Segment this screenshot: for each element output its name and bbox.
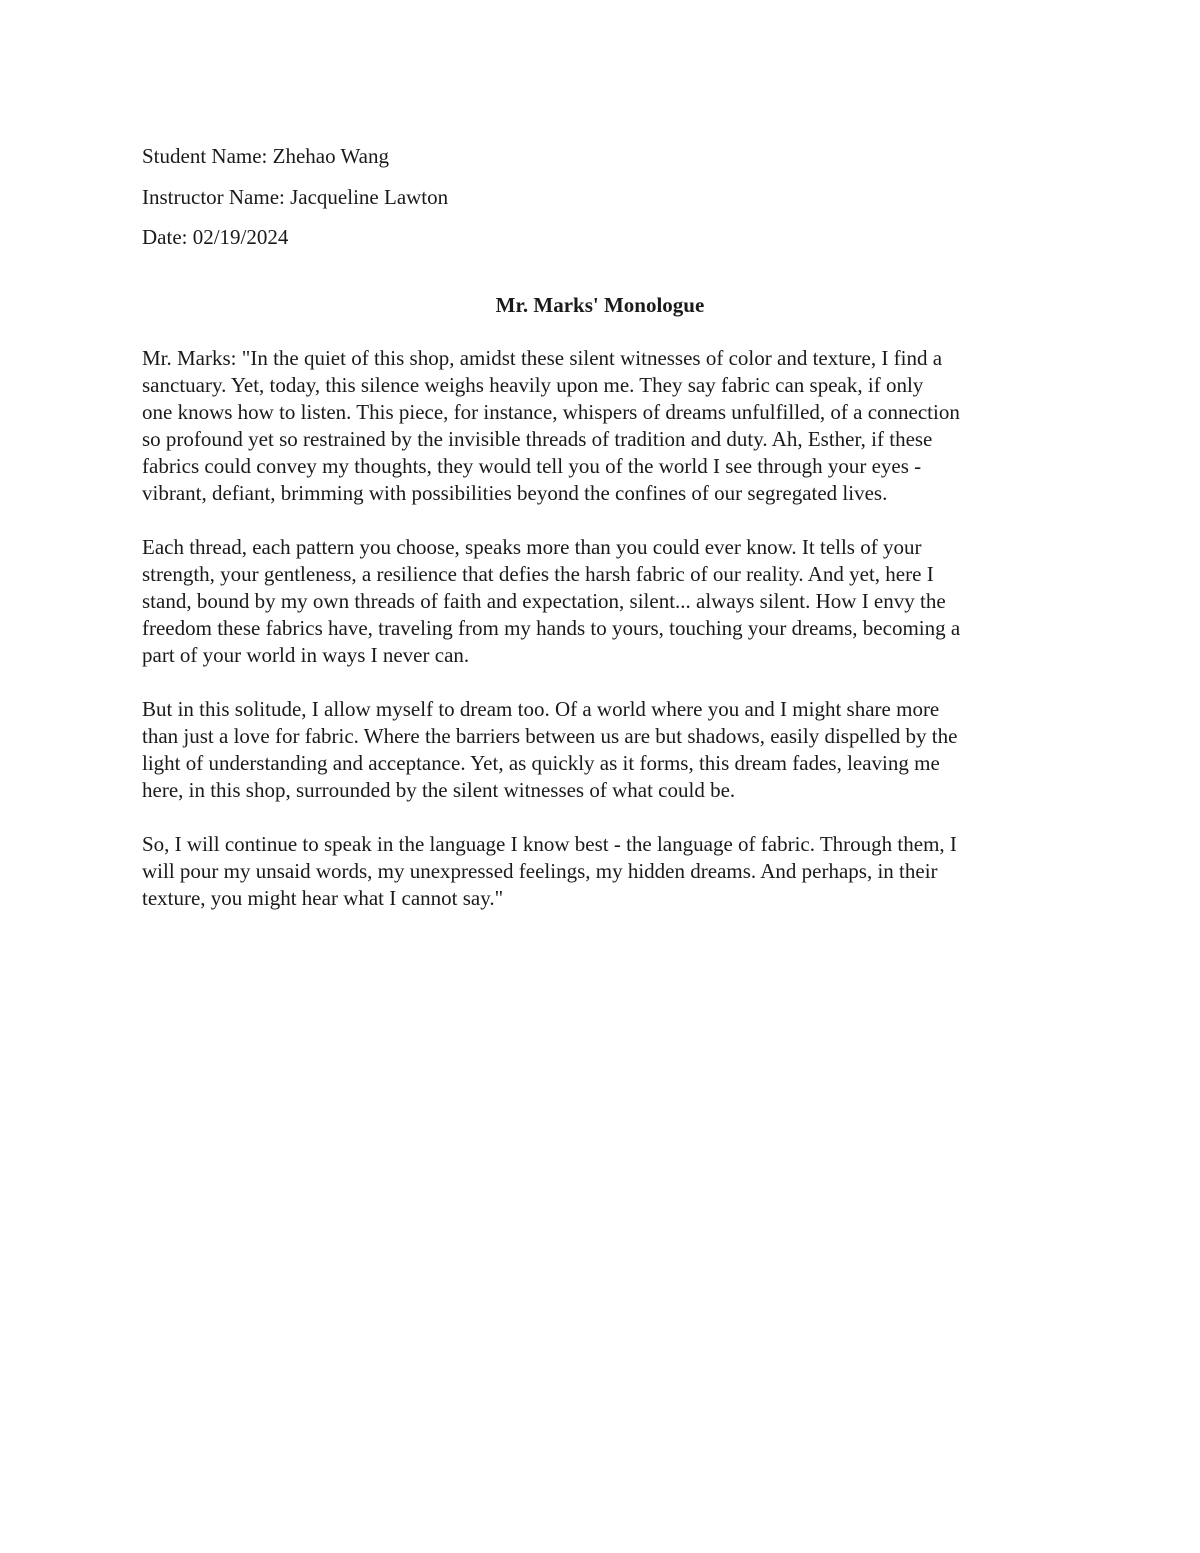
paragraph xyxy=(142,831,1067,912)
text-line: so profound yet so restrained by the invisible threads of tradition and duty. Ah, Esther, if these xyxy=(142,427,933,451)
student-name: Student Name: Zhehao Wang xyxy=(142,144,389,168)
text-line: one knows how to listen. This piece, for instance, whispers of dreams unfulfilled, of a connection xyxy=(142,400,960,424)
text-line: than just a love for fabric. Where the barriers between us are but shadows, easily dispelled by the xyxy=(142,724,958,748)
text-line: sanctuary. Yet, today, this silence weighs heavily upon me. They say fabric can speak, if only xyxy=(142,373,924,397)
paragraph xyxy=(142,534,1067,669)
monologue-body xyxy=(142,345,1067,939)
text-line: part of your world in ways I never can. xyxy=(142,643,470,667)
instructor-name: Instructor Name: Jacqueline Lawton xyxy=(142,184,449,209)
header-block xyxy=(142,142,1072,264)
text-line: vibrant, defiant, brimming with possibilities beyond the confines of our segregated lives. xyxy=(142,481,888,505)
text-line: strength, your gentleness, a resilience that defies the harsh fabric of our reality. And yet, here I xyxy=(142,562,934,586)
text-line: Each thread, each pattern you choose, speaks more than you could ever know. It tells of your xyxy=(142,535,922,559)
text-line: here, in this shop, surrounded by the silent witnesses of what could be. xyxy=(142,778,736,802)
text-line: will pour my unsaid words, my unexpressed feelings, my hidden dreams. And perhaps, in their xyxy=(142,859,938,883)
text-line: But in this solitude, I allow myself to dream too. Of a world where you and I might share more xyxy=(142,697,940,721)
text-line: texture, you might hear what I cannot say." xyxy=(142,886,504,910)
text-line: So, I will continue to speak in the language I know best - the language of fabric. Through them, I xyxy=(142,832,957,856)
text-line: stand, bound by my own threads of faith and expectation, silent... always silent. How I envy the xyxy=(142,589,946,613)
date-line: Date: 02/19/2024 xyxy=(142,225,289,249)
text-line: light of understanding and acceptance. Yet, as quickly as it forms, this dream fades, leaving me xyxy=(142,751,940,775)
paragraph xyxy=(142,696,1067,804)
text-line: fabrics could convey my thoughts, they would tell you of the world I see through your eyes - xyxy=(142,454,922,478)
text-line: freedom these fabrics have, traveling from my hands to yours, touching your dreams, becoming a xyxy=(142,616,961,640)
text-line: Mr. Marks: "In the quiet of this shop, amidst these silent witnesses of color and texture, I find a xyxy=(142,346,943,370)
document-title: Mr. Marks' Monologue xyxy=(495,293,705,317)
paragraph xyxy=(142,345,1067,507)
